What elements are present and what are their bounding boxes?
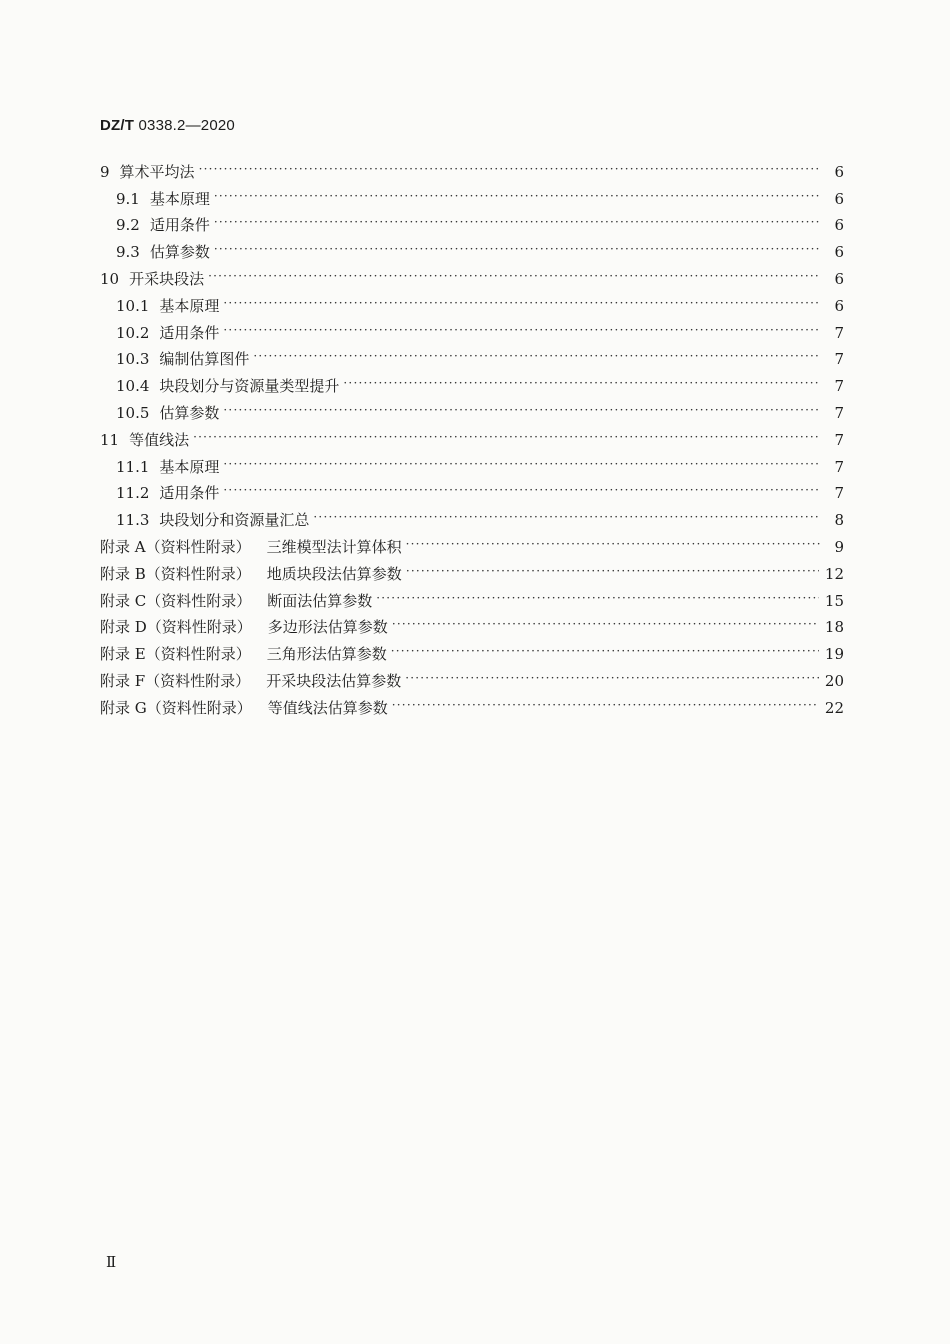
toc-entry[interactable] <box>100 556 844 583</box>
toc-entry-title: 块段划分和资源量汇总 <box>159 511 310 530</box>
toc-entry-title: 估算参数 <box>159 403 220 422</box>
toc-entry-page: 7 <box>834 403 844 422</box>
toc-entry-title: 断面法估算参数 <box>267 591 373 610</box>
toc-entry-title: 块段划分与资源量类型提升 <box>159 377 340 396</box>
toc-entry-page: 18 <box>824 618 844 637</box>
toc-dot-leader <box>391 642 819 660</box>
toc-entry-number: 11.3 <box>116 511 150 530</box>
standard-number: 0338.2—2020 <box>138 117 235 134</box>
toc-entry[interactable] <box>100 449 844 476</box>
toc-entry-title: 开采块段法估算参数 <box>266 671 402 690</box>
toc-entry-title: 基本原理 <box>159 296 220 315</box>
toc-dot-leader <box>223 455 820 473</box>
toc-dot-leader <box>214 213 820 231</box>
toc-entry-number: 11.1 <box>116 457 150 476</box>
toc-entry-page: 6 <box>834 243 844 262</box>
toc-dot-leader <box>313 508 820 526</box>
toc-dot-leader <box>392 696 819 714</box>
toc-entry[interactable] <box>100 583 844 610</box>
toc-entry-page: 7 <box>834 430 844 449</box>
toc-entry[interactable] <box>100 315 844 342</box>
toc-entry-title: 三维模型法计算体积 <box>266 537 402 556</box>
toc-entry-number: 9.2 <box>116 216 140 235</box>
toc-entry[interactable] <box>100 208 844 235</box>
toc-entry-page: 22 <box>824 698 844 717</box>
toc-entry[interactable] <box>100 234 844 261</box>
toc-entry-page: 8 <box>834 511 844 530</box>
toc-dot-leader <box>376 589 819 607</box>
toc-entry[interactable] <box>100 422 844 449</box>
toc-dot-leader <box>223 401 820 419</box>
table-of-contents <box>100 154 844 717</box>
toc-entry-number: 附录 E（资料性附录） <box>100 645 251 664</box>
toc-entry-page: 7 <box>834 377 844 396</box>
toc-entry-number: 10.2 <box>116 323 150 342</box>
toc-entry-page: 7 <box>834 457 844 476</box>
toc-entry-number: 附录 F（资料性附录） <box>100 671 251 690</box>
toc-dot-leader <box>208 267 820 285</box>
standard-header <box>100 117 235 134</box>
toc-entry[interactable] <box>100 502 844 529</box>
toc-entry[interactable] <box>100 288 844 315</box>
toc-entry-title: 三角形法估算参数 <box>266 645 387 664</box>
toc-dot-leader <box>214 187 820 205</box>
toc-entry-title: 适用条件 <box>159 484 220 503</box>
toc-entry[interactable] <box>100 690 844 717</box>
toc-entry-title: 开采块段法 <box>129 269 205 288</box>
toc-entry-title: 适用条件 <box>149 216 210 235</box>
toc-entry[interactable] <box>100 610 844 637</box>
page-number: Ⅱ <box>106 1253 117 1271</box>
standard-prefix: DZ/T <box>100 117 135 134</box>
toc-dot-leader <box>199 160 820 178</box>
toc-entry-number: 10.5 <box>116 403 150 422</box>
toc-entry-number: 附录 C（资料性附录） <box>100 591 252 610</box>
toc-entry-page: 15 <box>824 591 844 610</box>
toc-entry-title: 算术平均法 <box>119 162 195 181</box>
toc-entry-page: 7 <box>834 350 844 369</box>
toc-dot-leader <box>193 428 820 446</box>
toc-entry[interactable] <box>100 395 844 422</box>
toc-entry-title: 多边形法估算参数 <box>267 618 388 637</box>
toc-entry-page: 6 <box>834 216 844 235</box>
toc-entry[interactable] <box>100 342 844 369</box>
toc-entry-number: 附录 A（资料性附录） <box>100 537 251 556</box>
toc-entry-page: 6 <box>834 296 844 315</box>
toc-entry-number: 10.1 <box>116 296 150 315</box>
toc-entry-title: 适用条件 <box>159 323 220 342</box>
toc-entry-number: 9.3 <box>116 243 140 262</box>
toc-entry-title: 基本原理 <box>149 189 210 208</box>
toc-entry-page: 7 <box>834 323 844 342</box>
toc-dot-leader <box>223 294 820 312</box>
toc-dot-leader <box>405 669 819 687</box>
toc-entry-title: 地质块段法估算参数 <box>266 564 402 583</box>
toc-entry[interactable] <box>100 476 844 503</box>
toc-entry-title: 编制估算图件 <box>159 350 250 369</box>
toc-entry-page: 6 <box>834 162 844 181</box>
toc-entry-page: 19 <box>824 645 844 664</box>
toc-entry[interactable] <box>100 154 844 181</box>
toc-entry-page: 20 <box>824 671 844 690</box>
toc-entry[interactable] <box>100 529 844 556</box>
toc-entry[interactable] <box>100 663 844 690</box>
toc-entry-page: 6 <box>834 269 844 288</box>
toc-entry-title: 等值线法 <box>129 430 190 449</box>
toc-entry-number: 10 <box>100 269 120 288</box>
toc-dot-leader <box>392 615 819 633</box>
toc-entry[interactable] <box>100 636 844 663</box>
toc-entry-number: 附录 B（资料性附录） <box>100 564 251 583</box>
toc-entry-number: 附录 G（资料性附录） <box>100 698 252 717</box>
toc-entry[interactable] <box>100 368 844 395</box>
toc-entry-number: 9.1 <box>116 189 140 208</box>
toc-dot-leader <box>406 535 820 553</box>
toc-entry-number: 10.3 <box>116 350 150 369</box>
toc-dot-leader <box>343 374 820 392</box>
toc-entry[interactable] <box>100 181 844 208</box>
toc-dot-leader <box>214 240 820 258</box>
toc-entry-title: 等值线法估算参数 <box>267 698 388 717</box>
toc-entry-page: 9 <box>834 537 844 556</box>
toc-entry-number: 10.4 <box>116 377 150 396</box>
toc-entry-number: 11.2 <box>116 484 150 503</box>
toc-entry-title: 基本原理 <box>159 457 220 476</box>
toc-entry-number: 9 <box>100 162 110 181</box>
toc-entry-page: 6 <box>834 189 844 208</box>
toc-entry-title: 估算参数 <box>149 243 210 262</box>
toc-dot-leader <box>223 321 820 339</box>
toc-entry-number: 11 <box>100 430 120 449</box>
toc-dot-leader <box>253 347 820 365</box>
toc-entry[interactable] <box>100 261 844 288</box>
toc-entry-page: 7 <box>834 484 844 503</box>
toc-dot-leader <box>223 481 820 499</box>
toc-entry-number: 附录 D（资料性附录） <box>100 618 252 637</box>
toc-dot-leader <box>406 562 819 580</box>
toc-entry-page: 12 <box>824 564 844 583</box>
